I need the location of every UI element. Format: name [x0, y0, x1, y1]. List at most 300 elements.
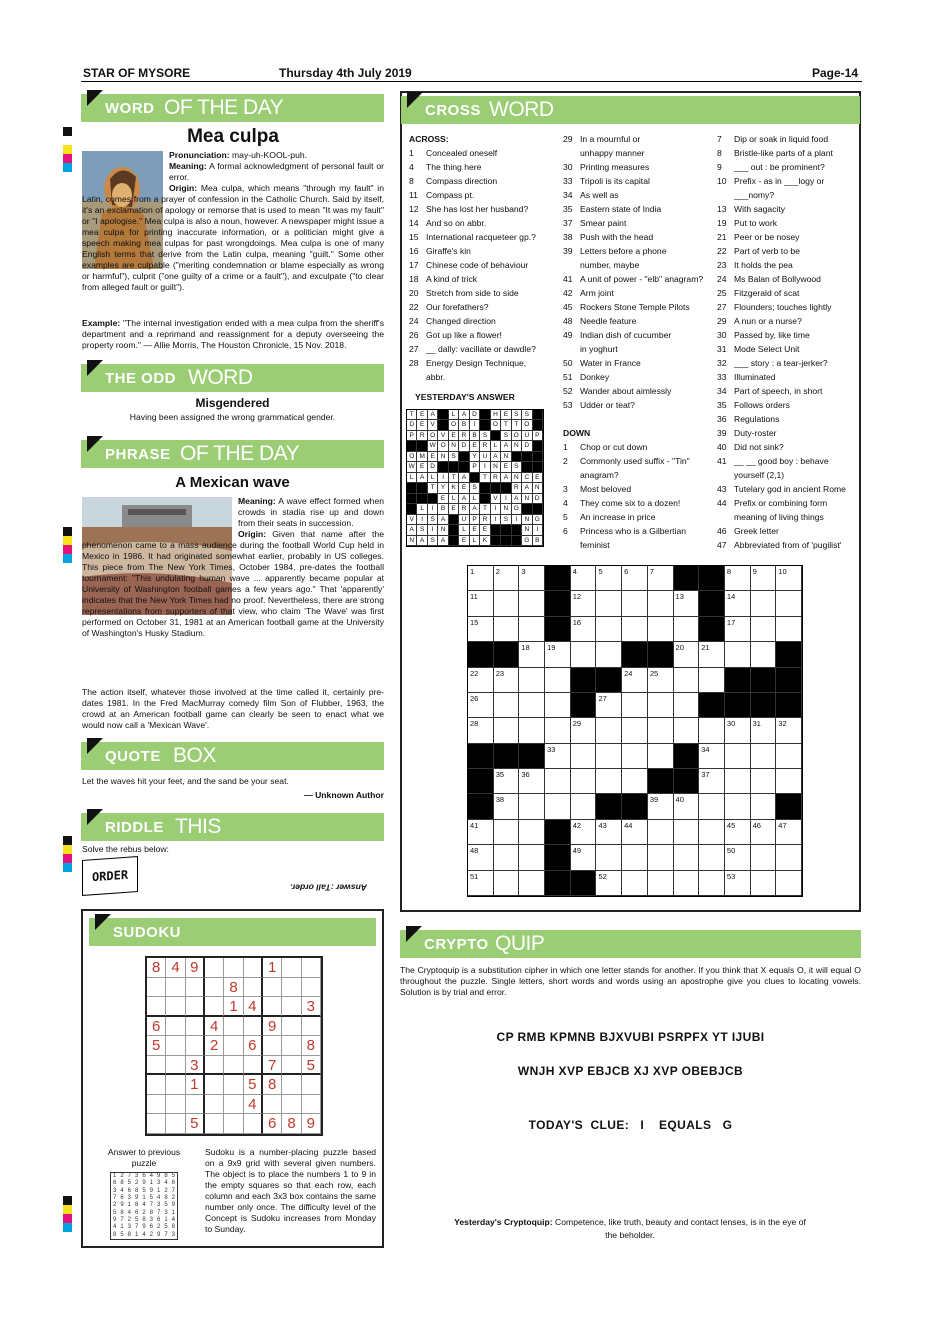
- crossword-cell[interactable]: 4: [571, 566, 597, 591]
- yesterday-cell: [491, 431, 501, 441]
- crossword-cell[interactable]: [751, 744, 777, 769]
- phrase-title: A Mexican wave: [175, 474, 290, 491]
- crossword-cell[interactable]: [622, 718, 648, 743]
- crossword-cell[interactable]: [725, 769, 751, 794]
- sudoku-cell[interactable]: [147, 1075, 166, 1095]
- sudoku-cell[interactable]: [224, 1017, 243, 1037]
- crossword-cell[interactable]: [776, 744, 802, 769]
- yesterday-cell: E: [480, 525, 490, 535]
- yesterday-cell: [522, 504, 532, 514]
- clue-item: 20 Stretch from side to side: [409, 288, 519, 298]
- crossword-cell[interactable]: [699, 668, 725, 693]
- yesterday-cell: [438, 420, 448, 430]
- cryptoquip-line-1: CP RMB KPMNB BJXVUBI PSRPFX YT IJUBI: [496, 1030, 765, 1044]
- yesterday-cell: [470, 473, 480, 483]
- sudoku-cell[interactable]: [263, 1095, 282, 1115]
- sudoku-cell[interactable]: [205, 1114, 224, 1134]
- yesterday-cell: L: [470, 494, 480, 504]
- prev-sudoku-cell: 5: [149, 1195, 153, 1201]
- sudoku-cell[interactable]: [282, 1017, 301, 1037]
- sudoku-cell[interactable]: [282, 978, 301, 998]
- crossword-cell[interactable]: [674, 617, 700, 642]
- crossword-cell[interactable]: [648, 591, 674, 616]
- sudoku-cell[interactable]: 8: [224, 978, 243, 998]
- sudoku-cell[interactable]: 6: [244, 1036, 263, 1056]
- crossword-cell[interactable]: 32: [776, 718, 802, 743]
- sudoku-cell[interactable]: [302, 1017, 321, 1037]
- prev-sudoku-cell: 7: [112, 1195, 117, 1201]
- crossword-cell[interactable]: [751, 617, 777, 642]
- prev-sudoku-cell: 9: [171, 1202, 175, 1209]
- sudoku-cell[interactable]: [147, 1095, 166, 1115]
- crossword-cell[interactable]: [648, 744, 674, 769]
- color-bar-2: [63, 527, 72, 563]
- crossword-cell[interactable]: 8: [725, 566, 751, 591]
- sudoku-cell[interactable]: [224, 958, 243, 978]
- word-title: Mea culpa: [187, 126, 279, 147]
- crossword-cell[interactable]: 20: [674, 642, 700, 667]
- clue-item: 31 Mode Select Unit: [717, 344, 800, 354]
- sudoku-cell[interactable]: [224, 1095, 243, 1115]
- prev-sudoku-cell: 6: [171, 1180, 175, 1187]
- sudoku-cell[interactable]: [166, 997, 185, 1017]
- prev-sudoku-cell: 5: [164, 1224, 168, 1231]
- crossword-cell[interactable]: [674, 668, 700, 693]
- crossword-cell[interactable]: 51: [468, 871, 494, 896]
- prev-sudoku-cell: 1: [112, 1173, 117, 1179]
- crossword-cell[interactable]: [596, 642, 622, 667]
- prev-sudoku-cell: 4: [127, 1209, 131, 1216]
- clue-item: 52 Wander about aimlessly: [563, 386, 672, 396]
- sudoku-cell[interactable]: [186, 1036, 205, 1056]
- sudoku-cell[interactable]: 4: [244, 1095, 263, 1115]
- sudoku-cell[interactable]: 4: [166, 958, 185, 978]
- crossword-cell[interactable]: [519, 794, 545, 819]
- yesterday-cell: A: [417, 473, 427, 483]
- yesterday-cell: I: [491, 515, 501, 525]
- yesterday-cell: [407, 483, 417, 493]
- yesterday-cell: D: [428, 462, 438, 472]
- crossword-cell[interactable]: 42: [571, 820, 597, 845]
- sudoku-cell[interactable]: 1: [224, 997, 243, 1017]
- sudoku-cell[interactable]: [263, 1036, 282, 1056]
- prev-sudoku-cell: 7: [156, 1209, 161, 1216]
- sudoku-cell[interactable]: [282, 1095, 301, 1115]
- yesterday-cryptoquip: Yesterday's Cryptoquip: Competence, like truth, beauty and contact lenses, is in the eye of the beholder.: [454, 1217, 806, 1240]
- crossword-cell[interactable]: 28: [468, 718, 494, 743]
- crossword-cell[interactable]: [648, 718, 674, 743]
- crossword-cell[interactable]: [519, 668, 545, 693]
- crossword-cell[interactable]: [674, 693, 700, 718]
- clue-item: 10 Prefix - as in ___logy or: [717, 176, 825, 186]
- crossword-cell[interactable]: 46: [751, 820, 777, 845]
- crossword-cell[interactable]: 10: [776, 566, 802, 591]
- crossword-cell[interactable]: [648, 845, 674, 870]
- yesterday-cell: V: [407, 515, 417, 525]
- sudoku-cell[interactable]: [282, 997, 301, 1017]
- yesterday-cell: A: [428, 410, 438, 420]
- crossword-cell[interactable]: [622, 871, 648, 896]
- yesterday-cell: G: [522, 536, 532, 546]
- crossword-cell[interactable]: [674, 845, 700, 870]
- crossword-cell[interactable]: 3: [519, 566, 545, 591]
- crossword-cell[interactable]: 24: [622, 668, 648, 693]
- prev-sudoku-cell: 3: [127, 1195, 131, 1201]
- yesterday-cell: [449, 536, 459, 546]
- crossword-cell[interactable]: [751, 871, 777, 896]
- crossword-cell[interactable]: 1: [468, 566, 494, 591]
- crossword-cell[interactable]: [725, 744, 751, 769]
- prev-sudoku-cell: 7: [149, 1202, 153, 1209]
- sudoku-cell[interactable]: [263, 978, 282, 998]
- sudoku-cell[interactable]: [166, 1114, 185, 1134]
- crossword-cell[interactable]: [725, 642, 751, 667]
- crossword-cell[interactable]: [648, 693, 674, 718]
- sudoku-cell[interactable]: [186, 1017, 205, 1037]
- sudoku-cell[interactable]: [166, 1056, 185, 1076]
- crossword-cell[interactable]: [596, 617, 622, 642]
- clue-item: 24 Ms Balan of Bollywood: [717, 274, 821, 284]
- sudoku-cell[interactable]: [224, 1114, 243, 1134]
- sudoku-cell[interactable]: [166, 978, 185, 998]
- crossword-cell[interactable]: [622, 617, 648, 642]
- crossword-cell[interactable]: 34: [699, 744, 725, 769]
- sudoku-cell[interactable]: [166, 1095, 185, 1115]
- crossword-cell: [776, 693, 802, 718]
- crossword-cell[interactable]: [699, 718, 725, 743]
- clue-item: 35 Eastern state of India: [563, 204, 662, 214]
- sudoku-cell[interactable]: [166, 1075, 185, 1095]
- sudoku-cell[interactable]: [244, 978, 263, 998]
- sudoku-cell[interactable]: 6: [147, 1017, 166, 1037]
- yesterday-cell: E: [501, 410, 511, 420]
- clue-item: unhappy manner: [580, 148, 645, 158]
- sudoku-cell[interactable]: 5: [302, 1056, 321, 1076]
- crossword-cell[interactable]: 49: [571, 845, 597, 870]
- crossword-cell[interactable]: 14: [725, 591, 751, 616]
- crossword-cell[interactable]: [494, 693, 520, 718]
- crossword-cell: [571, 693, 597, 718]
- sudoku-cell[interactable]: 7: [263, 1056, 282, 1076]
- sudoku-cell[interactable]: [166, 1036, 185, 1056]
- yesterday-cell: H: [491, 410, 501, 420]
- crossword-cell[interactable]: 26: [468, 693, 494, 718]
- sudoku-cell[interactable]: [282, 1075, 301, 1095]
- sudoku-cell[interactable]: 3: [302, 997, 321, 1017]
- crossword-cell[interactable]: 39: [648, 794, 674, 819]
- crossword-cell[interactable]: 17: [725, 617, 751, 642]
- crossword-cell[interactable]: [571, 769, 597, 794]
- crossword-cell[interactable]: [674, 718, 700, 743]
- yesterday-cell: I: [470, 420, 480, 430]
- crossword-cell[interactable]: 18: [519, 642, 545, 667]
- sudoku-cell[interactable]: 8: [263, 1075, 282, 1095]
- crossword-banner: CROSS WORD: [401, 96, 860, 124]
- prev-sudoku-cell: 9: [142, 1180, 146, 1187]
- clue-item: 41 __ __ good boy : behave: [717, 456, 829, 466]
- crossword-cell[interactable]: 9: [751, 566, 777, 591]
- crossword-cell[interactable]: 21: [699, 642, 725, 667]
- sudoku-cell[interactable]: 8: [302, 1036, 321, 1056]
- phrase-banner: PHRASE OF THE DAY: [81, 440, 384, 468]
- prev-sudoku-cell: 2: [134, 1180, 139, 1187]
- sudoku-cell[interactable]: 6: [263, 1114, 282, 1134]
- crossword-cell[interactable]: 23: [494, 668, 520, 693]
- sudoku-cell[interactable]: [205, 1095, 224, 1115]
- crossword-cell[interactable]: [699, 845, 725, 870]
- crossword-cell[interactable]: 44: [622, 820, 648, 845]
- sudoku-cell[interactable]: [302, 958, 321, 978]
- crossword-cell[interactable]: [622, 769, 648, 794]
- sudoku-cell[interactable]: 2: [205, 1036, 224, 1056]
- crossword-cell[interactable]: 48: [468, 845, 494, 870]
- crossword-cell[interactable]: [545, 794, 571, 819]
- sudoku-cell[interactable]: [244, 1114, 263, 1134]
- crossword-cell[interactable]: [494, 718, 520, 743]
- crossword-cell[interactable]: [494, 845, 520, 870]
- clue-item: 11 Compass pt.: [409, 190, 475, 200]
- sudoku-cell[interactable]: 9: [186, 958, 205, 978]
- sudoku-cell[interactable]: 8: [282, 1114, 301, 1134]
- yesterday-cell: E: [470, 525, 480, 535]
- sudoku-cell[interactable]: [166, 1017, 185, 1037]
- crossword-cell[interactable]: [596, 845, 622, 870]
- crossword-cell[interactable]: 15: [468, 617, 494, 642]
- prev-sudoku-cell: 2: [127, 1217, 131, 1223]
- sudoku-cell[interactable]: 9: [302, 1114, 321, 1134]
- crossword-cell[interactable]: [519, 617, 545, 642]
- crossword-cell[interactable]: 29: [571, 718, 597, 743]
- sudoku-cell[interactable]: [147, 978, 166, 998]
- yesterday-cell: [480, 483, 490, 493]
- yesterday-cell: T: [501, 420, 511, 430]
- prev-sudoku-cell: 8: [134, 1202, 139, 1209]
- crossword-cell[interactable]: 25: [648, 668, 674, 693]
- crossword-cell[interactable]: 41: [468, 820, 494, 845]
- crossword-cell[interactable]: [751, 591, 777, 616]
- crossword-cell[interactable]: [751, 769, 777, 794]
- crossword-cell[interactable]: [571, 744, 597, 769]
- sudoku-cell[interactable]: 4: [205, 1017, 224, 1037]
- clue-item: in yoghurt: [580, 344, 618, 354]
- sudoku-cell[interactable]: [224, 1075, 243, 1095]
- crossword-cell[interactable]: 43: [596, 820, 622, 845]
- crossword-cell[interactable]: [494, 820, 520, 845]
- clue-item: 6 Princess who is a Gilbertian: [563, 526, 687, 536]
- prev-sudoku-cell: 9: [134, 1195, 139, 1201]
- sudoku-cell[interactable]: 9: [263, 1017, 282, 1037]
- crossword-cell[interactable]: [545, 693, 571, 718]
- crossword-cell[interactable]: [571, 794, 597, 819]
- crossword-cell[interactable]: 33: [545, 744, 571, 769]
- crossword-cell: [674, 769, 700, 794]
- crossword-cell[interactable]: 7: [648, 566, 674, 591]
- crossword-cell[interactable]: [596, 591, 622, 616]
- crossword-cell[interactable]: 47: [776, 820, 802, 845]
- crossword-cell[interactable]: [776, 871, 802, 896]
- cryptoquip-banner: CRYPTO QUIP: [400, 930, 861, 958]
- yesterday-cell: N: [438, 525, 448, 535]
- crossword-cell[interactable]: [776, 617, 802, 642]
- clue-item: 46 Greek letter: [717, 526, 779, 536]
- crossword-cell[interactable]: [776, 845, 802, 870]
- sudoku-cell[interactable]: [205, 978, 224, 998]
- crossword-cell[interactable]: 37: [699, 769, 725, 794]
- crossword-cell: [545, 617, 571, 642]
- crossword-cell[interactable]: 45: [725, 820, 751, 845]
- crossword-cell[interactable]: 53: [725, 871, 751, 896]
- yesterday-cell: [417, 441, 427, 451]
- sudoku-cell[interactable]: [282, 1036, 301, 1056]
- sudoku-cell[interactable]: [302, 1095, 321, 1115]
- crossword-cell[interactable]: [674, 871, 700, 896]
- sudoku-cell[interactable]: 5: [186, 1114, 205, 1134]
- yesterday-cell: A: [438, 515, 448, 525]
- sudoku-cell[interactable]: [224, 1056, 243, 1076]
- crossword-cell[interactable]: [622, 693, 648, 718]
- color-bar-1: [63, 127, 72, 172]
- sudoku-cell[interactable]: [205, 1056, 224, 1076]
- sudoku-cell[interactable]: 4: [244, 997, 263, 1017]
- crossword-cell[interactable]: [519, 845, 545, 870]
- crossword-cell[interactable]: 2: [494, 566, 520, 591]
- yesterday-cell: [438, 462, 448, 472]
- crossword-cell[interactable]: 5: [596, 566, 622, 591]
- crossword-cell[interactable]: 40: [674, 794, 700, 819]
- crossword-cell[interactable]: [751, 845, 777, 870]
- crossword-cell[interactable]: 31: [751, 718, 777, 743]
- sudoku-cell[interactable]: [147, 1056, 166, 1076]
- crossword-cell[interactable]: [519, 693, 545, 718]
- crossword-cell[interactable]: [519, 591, 545, 616]
- crossword-cell[interactable]: [648, 871, 674, 896]
- sudoku-cell[interactable]: [282, 1056, 301, 1076]
- crossword-cell[interactable]: 16: [571, 617, 597, 642]
- crossword-cell[interactable]: [596, 769, 622, 794]
- yesterday-cell: A: [459, 473, 469, 483]
- crossword-cell[interactable]: [776, 769, 802, 794]
- sudoku-cell[interactable]: [147, 1114, 166, 1134]
- crossword-cell[interactable]: [519, 718, 545, 743]
- crossword-cell[interactable]: [622, 744, 648, 769]
- yesterday-cell: I: [512, 515, 522, 525]
- crossword-cell[interactable]: [596, 718, 622, 743]
- sudoku-cell[interactable]: [282, 958, 301, 978]
- crossword-cell: [776, 794, 802, 819]
- crossword-cell[interactable]: [571, 642, 597, 667]
- crossword-cell: [596, 794, 622, 819]
- clue-item: 49 Indian dish of cucumber: [563, 330, 672, 340]
- issue-date: Thursday 4th July 2019: [279, 66, 412, 80]
- crossword-cell[interactable]: [622, 845, 648, 870]
- crossword-cell[interactable]: 27: [596, 693, 622, 718]
- crossword-cell[interactable]: [622, 591, 648, 616]
- sudoku-cell[interactable]: [205, 958, 224, 978]
- sudoku-cell[interactable]: 8: [147, 958, 166, 978]
- crossword-cell[interactable]: [494, 591, 520, 616]
- sudoku-cell[interactable]: 1: [186, 1075, 205, 1095]
- sudoku-cell[interactable]: [302, 978, 321, 998]
- crossword-cell[interactable]: [494, 871, 520, 896]
- crossword-cell[interactable]: [545, 668, 571, 693]
- clue-item: 4 The thing here: [409, 162, 482, 172]
- yesterday-cell: L: [417, 504, 427, 514]
- crossword-grid[interactable]: [467, 565, 803, 897]
- crossword-cell[interactable]: [751, 642, 777, 667]
- crossword-cell[interactable]: [494, 617, 520, 642]
- crossword-cell[interactable]: 50: [725, 845, 751, 870]
- yesterday-cell: A: [522, 483, 532, 493]
- crossword-cell[interactable]: [519, 820, 545, 845]
- sudoku-cell[interactable]: 3: [186, 1056, 205, 1076]
- yesterday-cell: E: [459, 536, 469, 546]
- crossword-cell[interactable]: [674, 820, 700, 845]
- sudoku-cell[interactable]: [186, 997, 205, 1017]
- crossword-cell[interactable]: [725, 794, 751, 819]
- yesterday-cell: S: [522, 410, 532, 420]
- crossword-cell[interactable]: [699, 820, 725, 845]
- crossword-cell[interactable]: 30: [725, 718, 751, 743]
- sudoku-cell[interactable]: [186, 1095, 205, 1115]
- crossword-cell[interactable]: [519, 871, 545, 896]
- crossword-cell[interactable]: [699, 871, 725, 896]
- sudoku-cell[interactable]: 5: [147, 1036, 166, 1056]
- crossword-cell[interactable]: 19: [545, 642, 571, 667]
- crossword-cell[interactable]: [751, 794, 777, 819]
- clue-item: 8 Bristle-like parts of a plant: [717, 148, 833, 158]
- crossword-cell[interactable]: [596, 744, 622, 769]
- crossword-cell[interactable]: 12: [571, 591, 597, 616]
- sudoku-cell[interactable]: [205, 1075, 224, 1095]
- sudoku-cell[interactable]: [302, 1075, 321, 1095]
- crossword-cell[interactable]: [545, 718, 571, 743]
- yesterday-cell: O: [438, 441, 448, 451]
- crossword-cell[interactable]: 35: [494, 769, 520, 794]
- yesterday-cell: B: [459, 420, 469, 430]
- sudoku-cell[interactable]: 5: [244, 1075, 263, 1095]
- prev-sudoku-cell: 2: [171, 1195, 175, 1201]
- sudoku-cell[interactable]: [147, 997, 166, 1017]
- sudoku-cell[interactable]: [244, 1017, 263, 1037]
- crossword-cell[interactable]: [545, 769, 571, 794]
- sudoku-cell[interactable]: 1: [263, 958, 282, 978]
- crossword-cell[interactable]: 22: [468, 668, 494, 693]
- sudoku-cell[interactable]: [224, 1036, 243, 1056]
- crossword-cell[interactable]: 13: [674, 591, 700, 616]
- crossword-cell[interactable]: 11: [468, 591, 494, 616]
- crossword-cell[interactable]: [699, 794, 725, 819]
- crossword-cell[interactable]: 36: [519, 769, 545, 794]
- sudoku-cell[interactable]: [244, 958, 263, 978]
- yesterday-cell: D: [470, 410, 480, 420]
- sudoku-cell[interactable]: [263, 997, 282, 1017]
- crossword-cell[interactable]: [648, 617, 674, 642]
- sudoku-cell[interactable]: [244, 1056, 263, 1076]
- sudoku-cell[interactable]: [186, 978, 205, 998]
- yesterday-cell: E: [438, 494, 448, 504]
- crossword-cell[interactable]: [776, 591, 802, 616]
- crossword-cell[interactable]: 6: [622, 566, 648, 591]
- sudoku-cell[interactable]: [205, 997, 224, 1017]
- yesterday-cell: I: [491, 504, 501, 514]
- crossword-cell[interactable]: [648, 820, 674, 845]
- crossword-cell[interactable]: 52: [596, 871, 622, 896]
- clue-item: 16 Giraffe's kin: [409, 246, 471, 256]
- yesterday-cell: R: [459, 431, 469, 441]
- crossword-cell[interactable]: 38: [494, 794, 520, 819]
- crossword-cell: [699, 693, 725, 718]
- yesterday-cell: V: [428, 420, 438, 430]
